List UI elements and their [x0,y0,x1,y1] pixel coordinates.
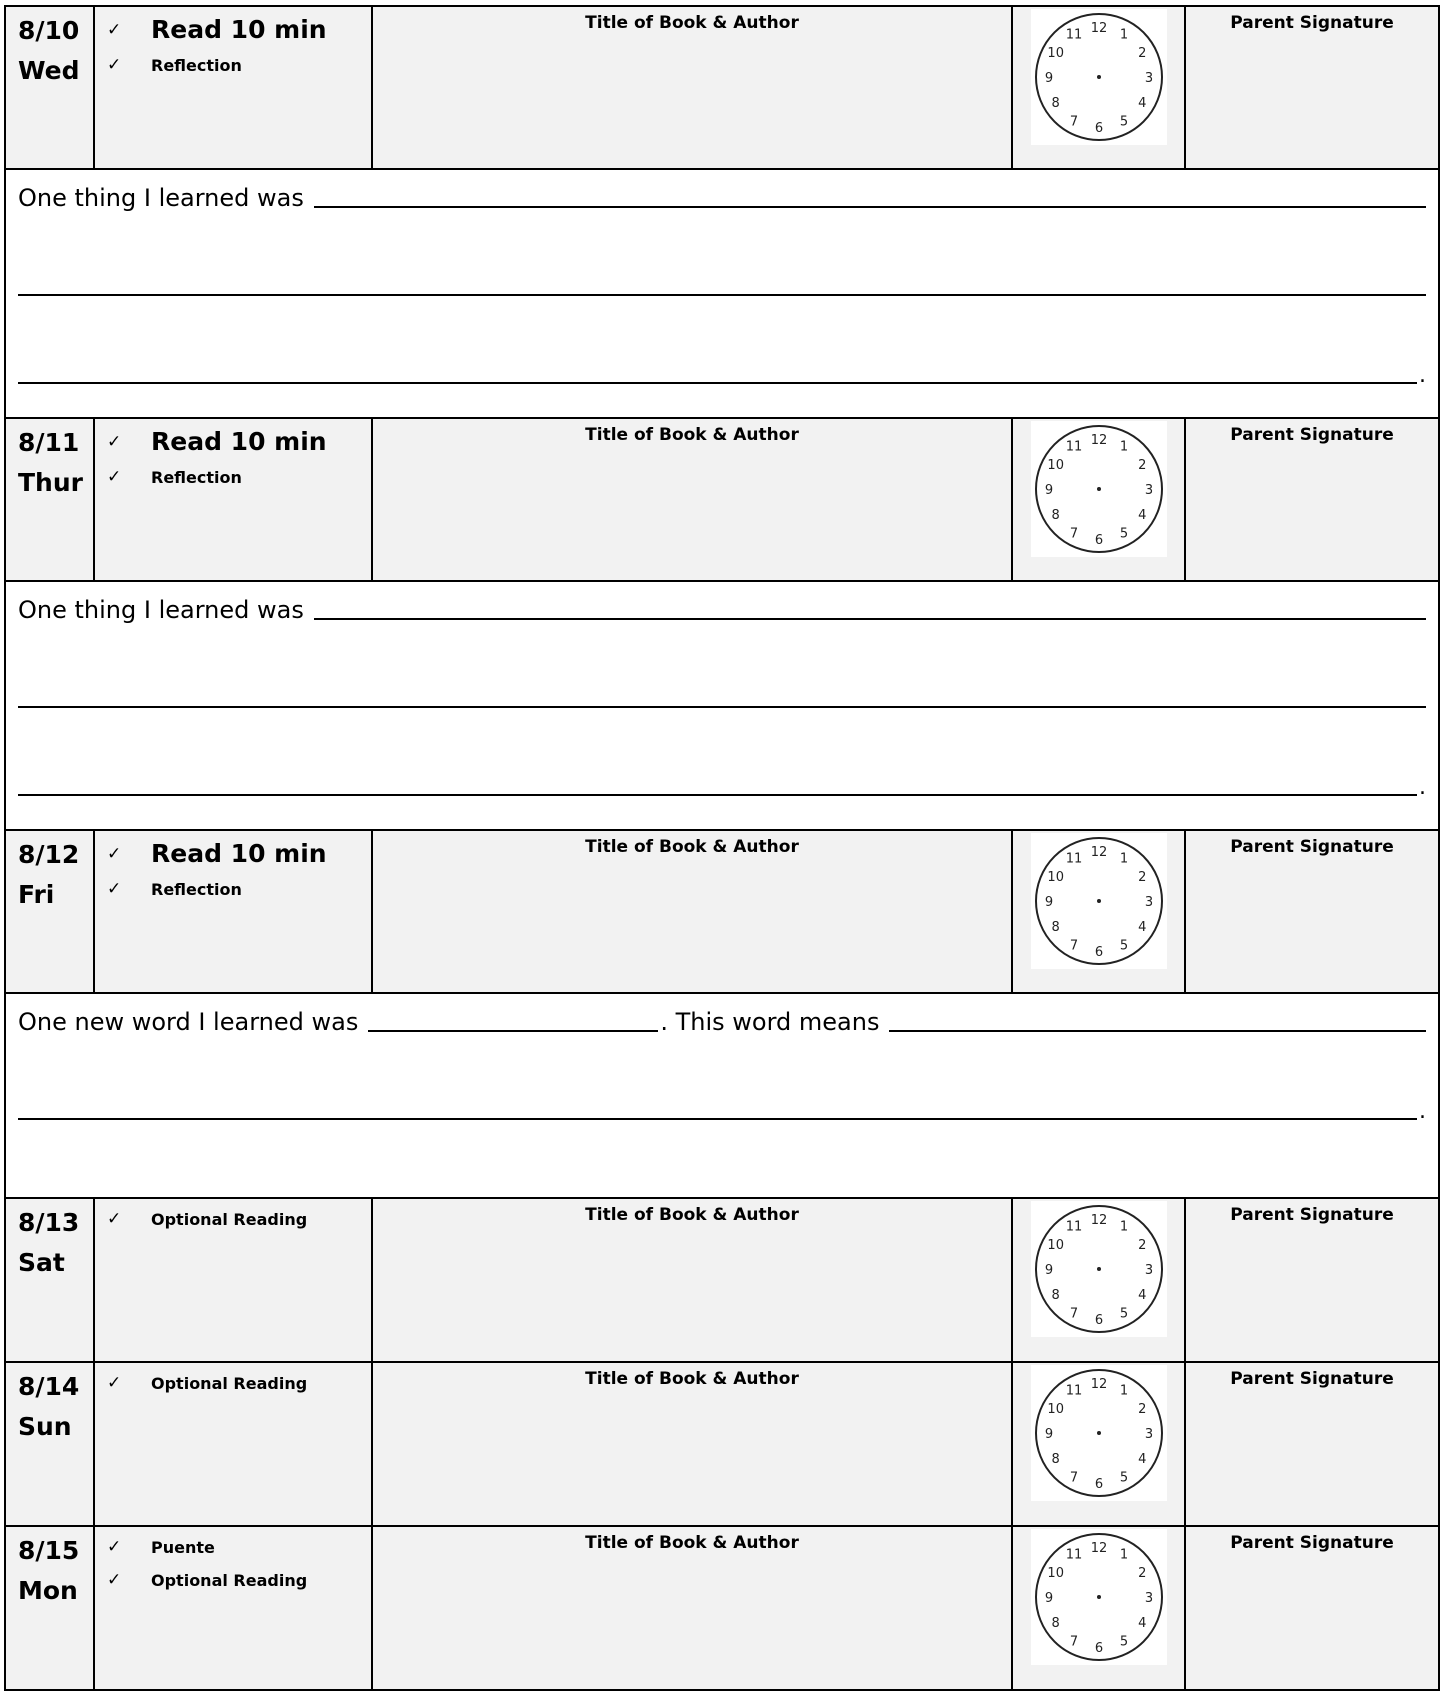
clock-number: 10 [1046,1238,1064,1253]
reflection-line [18,1002,1426,1036]
clock-number: 10 [1046,1566,1064,1581]
clock-number: 4 [1137,96,1146,111]
parent-signature-label: Parent Signature [1230,425,1394,445]
task-label: Reflection [151,880,242,899]
clock-number: 1 [1119,1383,1128,1399]
day-row [5,1198,1439,1362]
clock-number: 1 [1119,439,1128,455]
clock-face [1031,421,1167,557]
end-period: . [1419,1099,1426,1124]
clock-number: 8 [1051,1616,1060,1631]
task-item[interactable] [107,11,371,49]
clock-number: 9 [1044,1591,1053,1606]
time-cell[interactable] [1012,1526,1185,1690]
answer-blank[interactable] [18,293,1426,296]
clock-number: 11 [1065,851,1082,867]
clock-number: 11 [1065,1383,1082,1399]
weekday-label: Wed [18,56,80,85]
book-title-label: Title of Book & Author [585,1533,799,1553]
weekday-label: Thur [18,468,83,497]
task-item[interactable] [107,49,371,82]
task-label: Reflection [151,56,242,75]
clock-face [1031,1201,1167,1337]
task-item[interactable] [107,1564,371,1597]
clock-number: 6 [1094,1477,1103,1492]
clock-icon [1031,21,1167,149]
clock-number: 2 [1137,46,1146,61]
clock-number: 7 [1069,1470,1078,1486]
clock-number: 9 [1044,71,1053,86]
clock-number: 12 [1090,21,1107,36]
date-label: 8/11 [18,428,80,457]
task-item[interactable] [107,461,371,494]
clock-number: 6 [1094,945,1103,960]
clock-number: 1 [1119,27,1128,43]
clock-number: 5 [1119,1634,1128,1650]
task-label: Reflection [151,468,242,487]
task-label: Read 10 min [151,839,327,868]
date-cell [5,1362,94,1526]
task-item[interactable] [107,1367,371,1400]
clock-number: 4 [1137,1452,1146,1467]
reflection-line [18,354,1426,388]
book-title-field[interactable] [372,6,1012,169]
tasks-cell [94,1362,372,1526]
date-label: 8/15 [18,1536,80,1565]
reflection-row [5,169,1439,418]
clock-number: 7 [1069,1634,1078,1650]
clock-number: 4 [1137,508,1146,523]
clock-number: 12 [1090,1213,1107,1228]
date-cell [5,1526,94,1690]
clock-number: 4 [1137,1288,1146,1303]
book-title-label: Title of Book & Author [585,13,799,33]
reflection-prompt: One new word I learned was [18,1008,359,1036]
reflection-line [18,266,1426,300]
checkmark-icon: ✓ [107,1209,122,1229]
task-item[interactable] [107,873,371,906]
clock-number: 6 [1094,1313,1103,1328]
date-cell [5,830,94,993]
clock-number: 8 [1051,920,1060,935]
clock-number: 7 [1069,1306,1078,1322]
reflection-line [18,178,1426,212]
date-cell [5,6,94,169]
reflection-cell [5,581,1439,830]
parent-signature-label: Parent Signature [1230,1533,1394,1553]
parent-signature-field[interactable] [1185,1362,1439,1526]
date-label: 8/10 [18,16,80,45]
parent-signature-field[interactable] [1185,6,1439,169]
clock-number: 11 [1065,439,1082,455]
book-title-label: Title of Book & Author [585,1369,799,1389]
clock-face [1031,9,1167,145]
clock-number: 6 [1094,121,1103,136]
clock-face [1031,1365,1167,1501]
clock-face [1031,833,1167,969]
clock-number: 3 [1144,1591,1153,1606]
clock-number: 12 [1090,433,1107,448]
reflection-row [5,581,1439,830]
clock-number: 3 [1144,895,1153,910]
book-title-field[interactable] [372,1362,1012,1526]
clock-number: 7 [1069,114,1078,130]
tasks-cell [94,6,372,169]
clock-center [1097,899,1101,903]
clock-number: 9 [1044,1427,1053,1442]
date-label: 8/13 [18,1208,80,1237]
checkmark-icon: ✓ [107,20,122,40]
clock-number: 2 [1137,458,1146,473]
date-cell [5,418,94,581]
time-cell[interactable] [1012,1198,1185,1362]
task-label: Read 10 min [151,427,327,456]
checkmark-icon: ✓ [107,55,122,75]
day-row [5,1362,1439,1526]
book-title-field[interactable] [372,830,1012,993]
word-blank[interactable] [368,1029,658,1032]
clock-number: 10 [1046,1402,1064,1417]
clock-number: 5 [1119,1470,1128,1486]
answer-blank[interactable] [18,1117,1417,1120]
task-item[interactable] [107,1531,371,1564]
clock-center [1097,1431,1101,1435]
clock-number: 1 [1119,1219,1128,1235]
clock-number: 9 [1044,483,1053,498]
parent-signature-field[interactable] [1185,830,1439,993]
clock-number: 11 [1065,27,1082,43]
parent-signature-label: Parent Signature [1230,837,1394,857]
parent-signature-label: Parent Signature [1230,1205,1394,1225]
reflection-line [18,590,1426,624]
task-label: Puente [151,1538,215,1557]
clock-number: 3 [1144,71,1153,86]
end-period: . [1419,775,1426,800]
parent-signature-field[interactable] [1185,418,1439,581]
clock-number: 8 [1051,96,1060,111]
time-cell[interactable] [1012,830,1185,993]
clock-number: 11 [1065,1219,1082,1235]
clock-number: 5 [1119,114,1128,130]
clock-number: 1 [1119,1547,1128,1563]
tasks-cell [94,1526,372,1690]
clock-number: 12 [1090,845,1107,860]
clock-number: 3 [1144,1427,1153,1442]
answer-blank[interactable] [314,205,1426,208]
clock-number: 8 [1051,1288,1060,1303]
tasks-cell [94,830,372,993]
clock-number: 4 [1137,920,1146,935]
book-title-label: Title of Book & Author [585,837,799,857]
day-row [5,6,1439,169]
reflection-line [18,1090,1426,1124]
clock-number: 8 [1051,508,1060,523]
clock-center [1097,1595,1101,1599]
clock-number: 3 [1144,1263,1153,1278]
end-period: . [1419,363,1426,388]
time-cell[interactable] [1012,6,1185,169]
task-item[interactable] [107,1203,371,1236]
checkmark-icon: ✓ [107,1373,122,1393]
reflection-line [18,678,1426,712]
clock-number: 10 [1046,870,1064,885]
reflection-line [18,766,1426,800]
book-title-field[interactable] [372,1198,1012,1362]
task-label: Optional Reading [151,1210,308,1229]
book-title-field[interactable] [372,418,1012,581]
clock-number: 10 [1046,46,1064,61]
day-row [5,418,1439,581]
checkmark-icon: ✓ [107,432,122,452]
clock-icon [1031,1541,1167,1669]
clock-number: 6 [1094,533,1103,548]
task-label: Optional Reading [151,1374,308,1393]
clock-number: 5 [1119,1306,1128,1322]
parent-signature-field[interactable] [1185,1526,1439,1690]
tasks-cell [94,418,372,581]
weekday-label: Mon [18,1576,78,1605]
task-label: Read 10 min [151,15,327,44]
answer-blank[interactable] [18,381,1417,384]
clock-number: 4 [1137,1616,1146,1631]
clock-number: 3 [1144,483,1153,498]
parent-signature-field[interactable] [1185,1198,1439,1362]
answer-blank[interactable] [18,705,1426,708]
reading-log-table [4,5,1440,1691]
clock-icon [1031,845,1167,973]
checkmark-icon: ✓ [107,467,122,487]
clock-number: 5 [1119,938,1128,954]
clock-number: 2 [1137,870,1146,885]
checkmark-icon: ✓ [107,844,122,864]
clock-face [1031,1529,1167,1665]
clock-number: 10 [1046,458,1064,473]
reflection-prompt: One thing I learned was [18,596,304,624]
book-title-label: Title of Book & Author [585,425,799,445]
clock-number: 12 [1090,1541,1107,1556]
date-cell [5,1198,94,1362]
clock-number: 2 [1137,1566,1146,1581]
clock-number: 11 [1065,1547,1082,1563]
date-label: 8/14 [18,1372,80,1401]
task-item[interactable] [107,835,371,873]
weekday-label: Fri [18,880,55,909]
clock-center [1097,487,1101,491]
clock-number: 7 [1069,526,1078,542]
checkmark-icon: ✓ [107,879,122,899]
clock-number: 8 [1051,1452,1060,1467]
clock-number: 7 [1069,938,1078,954]
book-title-label: Title of Book & Author [585,1205,799,1225]
clock-number: 2 [1137,1238,1146,1253]
clock-icon [1031,1213,1167,1341]
day-row [5,830,1439,993]
clock-number: 1 [1119,851,1128,867]
clock-center [1097,1267,1101,1271]
parent-signature-label: Parent Signature [1230,13,1394,33]
date-label: 8/12 [18,840,80,869]
clock-number: 12 [1090,1377,1107,1392]
clock-number: 5 [1119,526,1128,542]
parent-signature-label: Parent Signature [1230,1369,1394,1389]
checkmark-icon: ✓ [107,1570,122,1590]
word-means-prompt: . This word means [660,1008,880,1036]
checkmark-icon: ✓ [107,1537,122,1557]
clock-number: 6 [1094,1641,1103,1656]
answer-blank[interactable] [18,793,1417,796]
answer-blank[interactable] [314,617,1426,620]
reflection-cell [5,993,1439,1198]
clock-number: 9 [1044,1263,1053,1278]
reflection-cell [5,169,1439,418]
tasks-cell [94,1198,372,1362]
task-label: Optional Reading [151,1571,308,1590]
clock-number: 9 [1044,895,1053,910]
clock-center [1097,75,1101,79]
book-title-field[interactable] [372,1526,1012,1690]
weekday-label: Sat [18,1248,65,1277]
reading-log-sheet [4,5,1438,1691]
reflection-row [5,993,1439,1198]
clock-number: 2 [1137,1402,1146,1417]
day-row [5,1526,1439,1690]
task-item[interactable] [107,423,371,461]
clock-icon [1031,433,1167,561]
clock-icon [1031,1377,1167,1505]
answer-blank[interactable] [889,1029,1426,1032]
reflection-prompt: One thing I learned was [18,184,304,212]
weekday-label: Sun [18,1412,72,1441]
time-cell[interactable] [1012,1362,1185,1526]
time-cell[interactable] [1012,418,1185,581]
